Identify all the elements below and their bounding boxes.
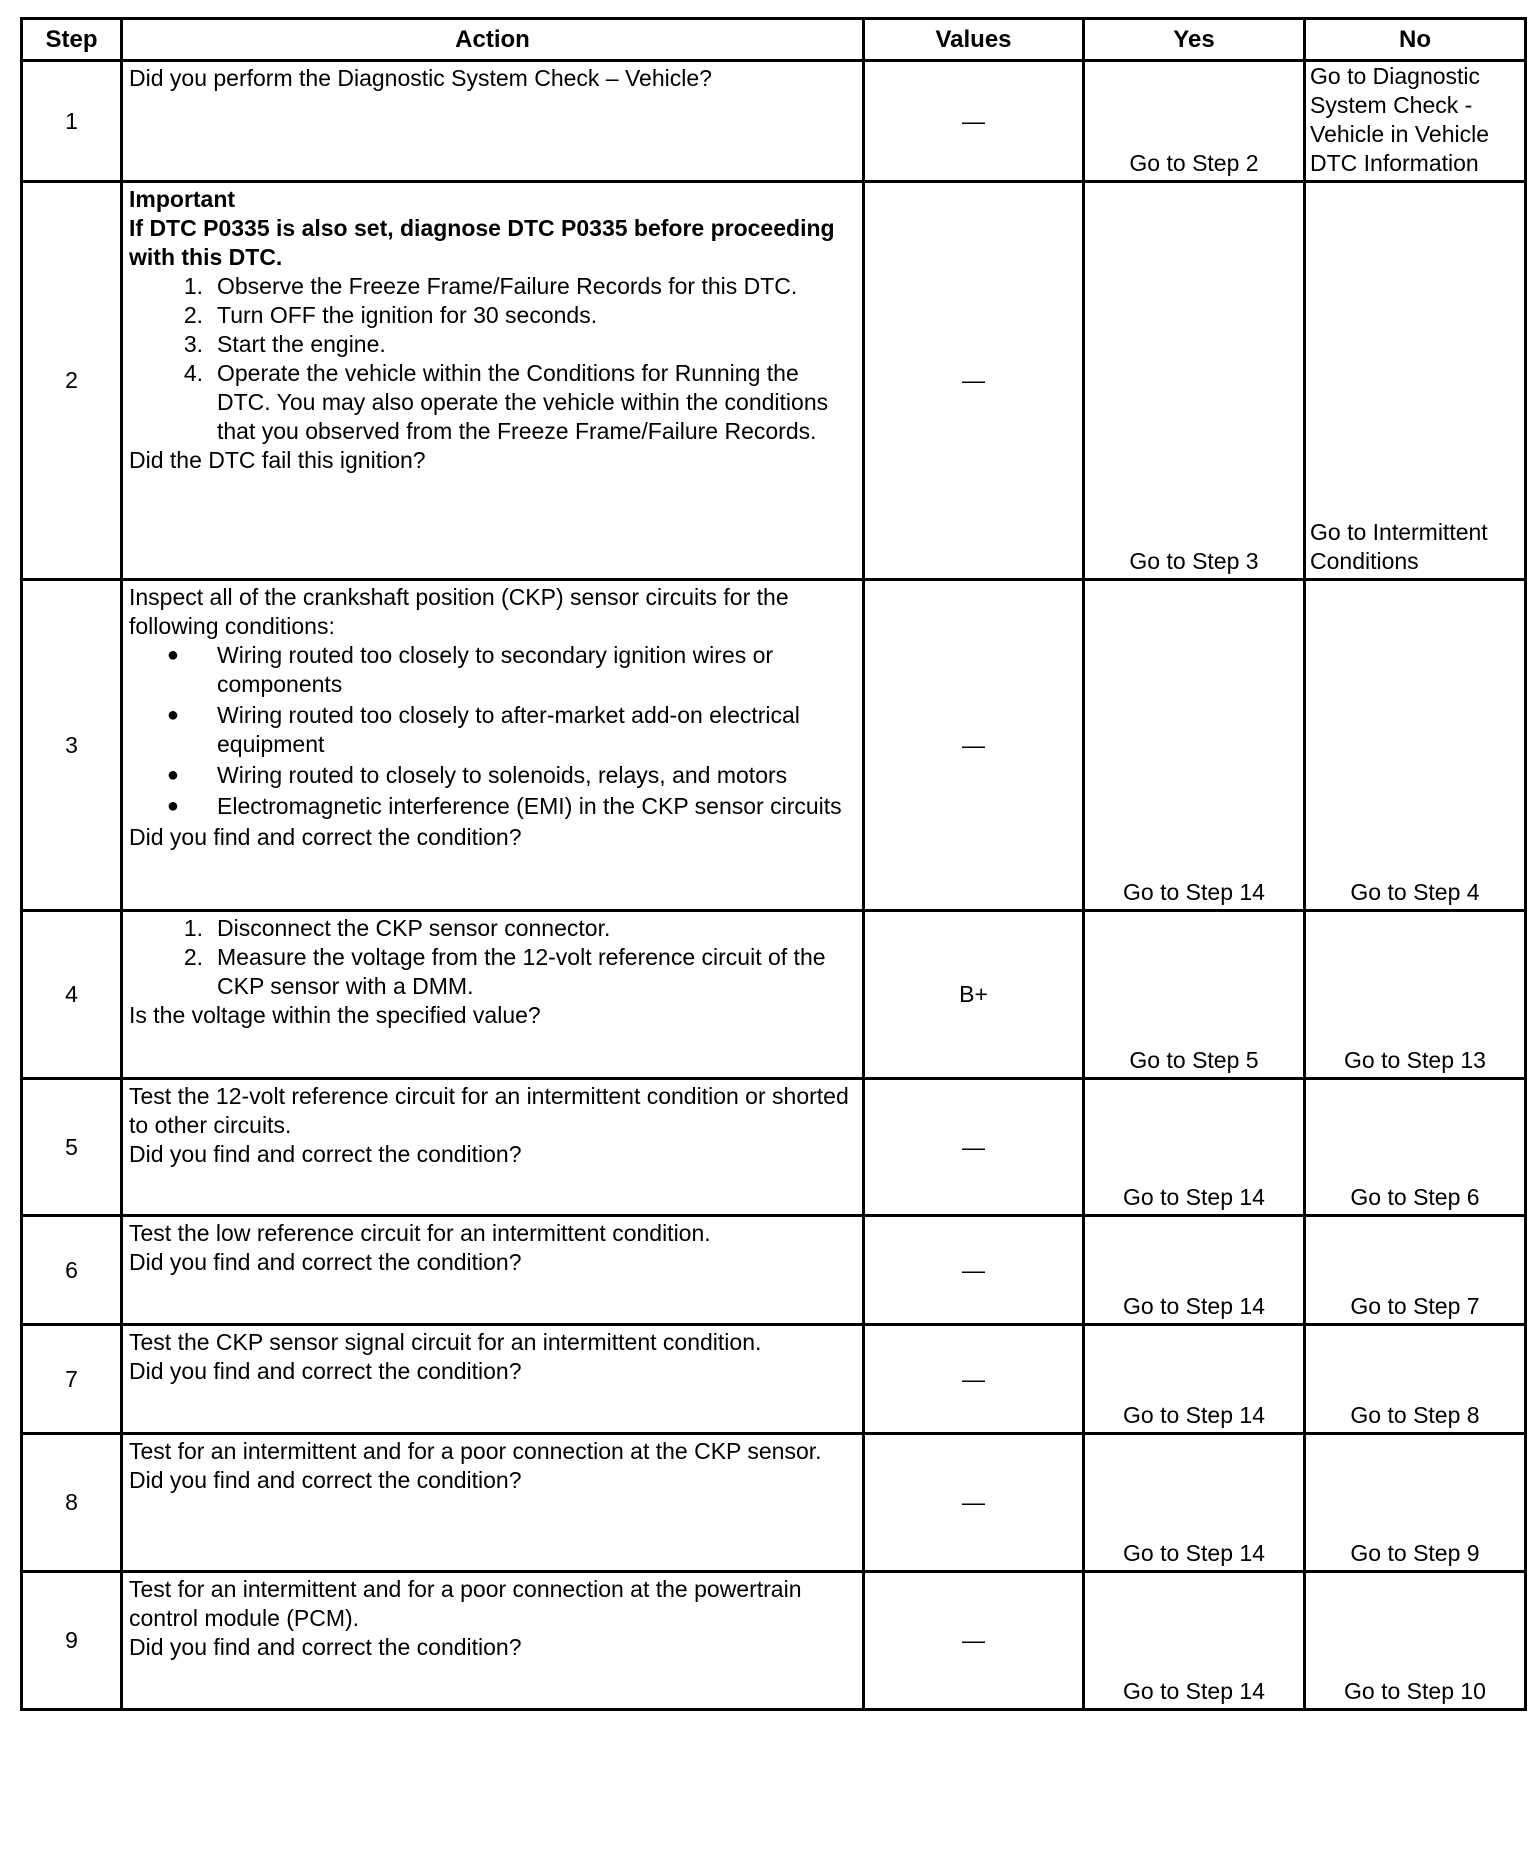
action-question: Did you find and correct the condition? xyxy=(129,1358,522,1384)
table-row xyxy=(22,1216,1526,1325)
action-cell xyxy=(122,911,864,1079)
value-cell: — xyxy=(864,1434,1084,1572)
important-label: Important xyxy=(129,186,236,212)
no-cell: Go to Step 6 xyxy=(1305,1079,1526,1216)
no-cell: Go to Step 8 xyxy=(1305,1325,1526,1434)
action-cell xyxy=(122,1572,864,1710)
action-question: Did you perform the Diagnostic System Check – Vehicle? xyxy=(129,65,712,91)
value-cell: — xyxy=(864,580,1084,911)
action-question: Did the DTC fail this ignition? xyxy=(129,447,426,473)
list-item: 2. Measure the voltage from the 12-volt reference circuit of the CKP sensor with a DMM. xyxy=(183,944,826,999)
yes-cell: Go to Step 3 xyxy=(1084,182,1305,580)
no-cell: Go to Intermittent Conditions xyxy=(1305,182,1526,580)
step-number: 4 xyxy=(22,911,122,1079)
action-question: Is the voltage within the specified value? xyxy=(129,1002,541,1028)
yes-cell: Go to Step 2 xyxy=(1084,61,1305,182)
action-text: Test for an intermittent and for a poor connection at the CKP sensor. xyxy=(129,1438,822,1464)
list-item: ● Wiring routed too closely to secondary ignition wires or components xyxy=(166,642,774,697)
value-cell: — xyxy=(864,61,1084,182)
table-row xyxy=(22,1572,1526,1710)
header-values: Values xyxy=(864,19,1084,61)
table-row xyxy=(22,911,1526,1079)
no-cell: Go to Step 9 xyxy=(1305,1434,1526,1572)
list-item: 1. Observe the Freeze Frame/Failure Records for this DTC. xyxy=(183,273,798,299)
numbered-list xyxy=(129,272,856,446)
header-row xyxy=(22,19,1526,61)
table-row xyxy=(22,61,1526,182)
table-row xyxy=(22,182,1526,580)
no-cell: Go to Step 13 xyxy=(1305,911,1526,1079)
action-text: Test the 12-volt reference circuit for an intermittent condition or shorted to other circuits. xyxy=(129,1083,849,1138)
list-item: 3. Start the engine. xyxy=(183,331,386,357)
action-question: Did you find and correct the condition? xyxy=(129,1634,522,1660)
list-item: ● Wiring routed too closely to after-market add-on electrical equipment xyxy=(166,702,800,757)
yes-cell: Go to Step 14 xyxy=(1084,1325,1305,1434)
action-question: Did you find and correct the condition? xyxy=(129,824,522,850)
table-row xyxy=(22,580,1526,911)
list-item: 2. Turn OFF the ignition for 30 seconds. xyxy=(183,302,598,328)
diagnostic-table xyxy=(20,17,1527,1711)
action-question: Did you find and correct the condition? xyxy=(129,1467,522,1493)
numbered-list xyxy=(129,914,856,1001)
no-cell: Go to Step 4 xyxy=(1305,580,1526,911)
action-question: Did you find and correct the condition? xyxy=(129,1249,522,1275)
yes-cell: Go to Step 14 xyxy=(1084,1572,1305,1710)
header-yes: Yes xyxy=(1084,19,1305,61)
step-number: 2 xyxy=(22,182,122,580)
important-note: If DTC P0335 is also set, diagnose DTC P0335 before proceeding with this DTC. xyxy=(129,215,835,270)
list-item: 1. Disconnect the CKP sensor connector. xyxy=(183,915,611,941)
list-item: ● Wiring routed to closely to solenoids, relays, and motors xyxy=(166,762,788,788)
value-cell: — xyxy=(864,1079,1084,1216)
action-cell xyxy=(122,1079,864,1216)
table-row xyxy=(22,1434,1526,1572)
header-action: Action xyxy=(122,19,864,61)
action-text: Test the CKP sensor signal circuit for an intermittent condition. xyxy=(129,1329,762,1355)
step-number: 8 xyxy=(22,1434,122,1572)
action-cell xyxy=(122,61,864,182)
header-no: No xyxy=(1305,19,1526,61)
table-row xyxy=(22,1325,1526,1434)
step-number: 7 xyxy=(22,1325,122,1434)
value-cell: — xyxy=(864,1216,1084,1325)
yes-cell: Go to Step 14 xyxy=(1084,1434,1305,1572)
step-number: 5 xyxy=(22,1079,122,1216)
value-cell: — xyxy=(864,182,1084,580)
step-number: 1 xyxy=(22,61,122,182)
table-row xyxy=(22,1079,1526,1216)
yes-cell: Go to Step 14 xyxy=(1084,1079,1305,1216)
step-number: 6 xyxy=(22,1216,122,1325)
action-cell xyxy=(122,1325,864,1434)
action-text: Test the low reference circuit for an intermittent condition. xyxy=(129,1220,711,1246)
no-cell: Go to Step 10 xyxy=(1305,1572,1526,1710)
action-cell xyxy=(122,1434,864,1572)
list-item: ● Electromagnetic interference (EMI) in the CKP sensor circuits xyxy=(166,793,842,819)
step-number: 9 xyxy=(22,1572,122,1710)
no-cell: Go to Diagnostic System Check - Vehicle in Vehicle DTC Information xyxy=(1305,61,1526,182)
no-cell: Go to Step 7 xyxy=(1305,1216,1526,1325)
value-cell: — xyxy=(864,1325,1084,1434)
action-cell xyxy=(122,580,864,911)
list-item: 4. Operate the vehicle within the Conditions for Running the DTC. You may also operate the vehicle within the conditions that you observed from the Freeze Frame/Failure Records. xyxy=(183,360,829,444)
action-cell xyxy=(122,1216,864,1325)
action-text: Test for an intermittent and for a poor connection at the powertrain control module (PCM). xyxy=(129,1576,802,1631)
yes-cell: Go to Step 14 xyxy=(1084,1216,1305,1325)
value-cell: — xyxy=(864,1572,1084,1710)
bullet-list xyxy=(129,641,856,821)
action-question: Did you find and correct the condition? xyxy=(129,1141,522,1167)
value-cell: B+ xyxy=(864,911,1084,1079)
yes-cell: Go to Step 5 xyxy=(1084,911,1305,1079)
step-number: 3 xyxy=(22,580,122,911)
action-cell xyxy=(122,182,864,580)
yes-cell: Go to Step 14 xyxy=(1084,580,1305,911)
action-intro: Inspect all of the crankshaft position (CKP) sensor circuits for the following conditions: xyxy=(129,584,789,639)
header-step: Step xyxy=(22,19,122,61)
